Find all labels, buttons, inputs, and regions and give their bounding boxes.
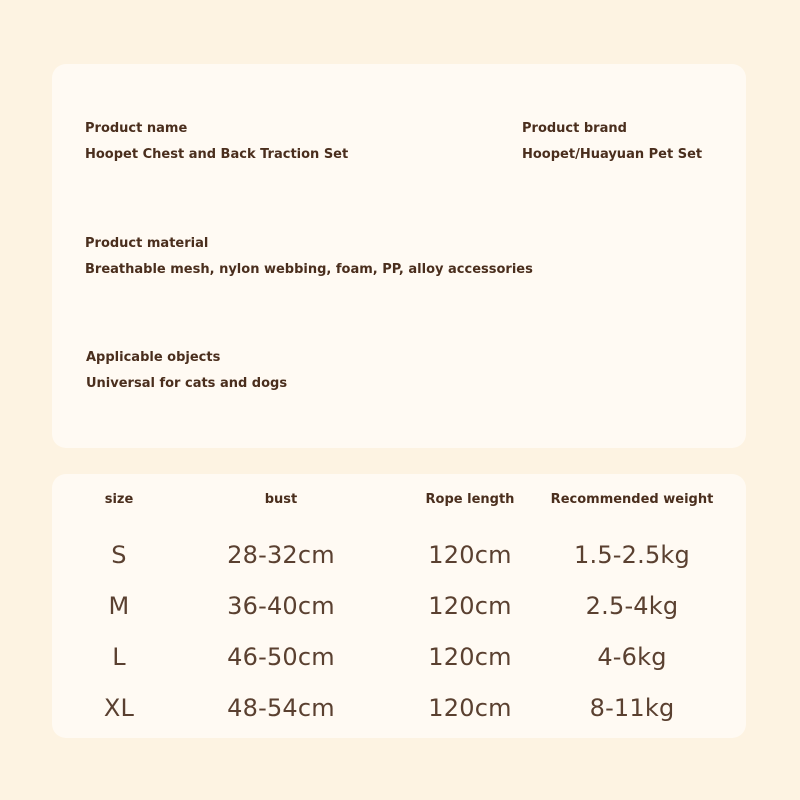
- rope-length-cell: 120cm: [428, 643, 512, 671]
- product-brand-value: Hoopet/Huayuan Pet Set: [522, 147, 703, 162]
- applicable-objects-label: Applicable objects: [86, 350, 221, 365]
- applicable-objects-field: [86, 350, 287, 392]
- rope-length-cell: 120cm: [428, 694, 512, 722]
- bust-cell: 48-54cm: [227, 694, 335, 722]
- product-name-value: Hoopet Chest and Back Traction Set: [85, 147, 349, 162]
- table-row: [52, 589, 746, 629]
- bust-cell: 46-50cm: [227, 643, 335, 671]
- table-row: [52, 538, 746, 578]
- rope-length-cell: 120cm: [428, 592, 512, 620]
- product-material-field: [85, 236, 533, 278]
- applicable-objects-value: Universal for cats and dogs: [86, 376, 288, 391]
- product-name-label: Product name: [85, 121, 188, 136]
- bust-cell: 36-40cm: [227, 592, 335, 620]
- weight-cell: 2.5-4kg: [585, 592, 679, 620]
- size-cell: M: [108, 592, 130, 620]
- header-size: size: [104, 492, 134, 507]
- product-brand-label: Product brand: [522, 121, 627, 136]
- header-rope-length: Rope length: [425, 492, 515, 507]
- product-info-card: [52, 64, 746, 448]
- header-bust: bust: [264, 492, 298, 507]
- table-row: [52, 691, 746, 731]
- weight-cell: 4-6kg: [597, 643, 667, 671]
- header-recommended-weight: Recommended weight: [550, 492, 714, 507]
- rope-length-cell: 120cm: [428, 541, 512, 569]
- product-material-value: Breathable mesh, nylon webbing, foam, PP, alloy accessories: [85, 262, 533, 277]
- weight-cell: 8-11kg: [589, 694, 675, 722]
- product-name-field: [85, 121, 348, 163]
- product-brand-field: [522, 121, 702, 163]
- size-cell: XL: [103, 694, 135, 722]
- bust-cell: 28-32cm: [227, 541, 335, 569]
- product-material-label: Product material: [85, 236, 209, 251]
- table-row: [52, 640, 746, 680]
- size-cell: S: [111, 541, 127, 569]
- size-cell: L: [112, 643, 126, 671]
- size-table-card: [52, 474, 746, 738]
- weight-cell: 1.5-2.5kg: [574, 541, 690, 569]
